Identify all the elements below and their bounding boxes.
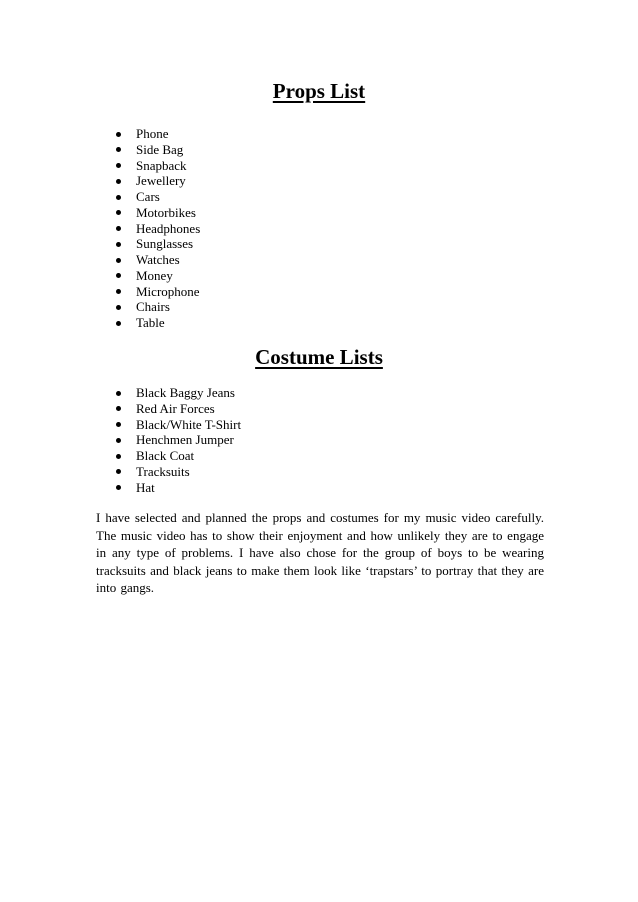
costume-item-label: Black Baggy Jeans bbox=[136, 385, 235, 400]
bullet-icon bbox=[116, 422, 121, 427]
bullet-icon bbox=[116, 321, 121, 326]
costume-item-label: Black Coat bbox=[136, 448, 195, 463]
explanation-paragraph: I have selected and planned the props and costumes for my music video carefully. The music video has to show their enjoyment and how unlikely they are to engage in any type of problems. I have also chose for the group of boys to be wearing tracksuits and black jeans to make them look like ‘trapstars’ to portray that they are into gangs. bbox=[96, 510, 544, 595]
bullet-icon bbox=[116, 195, 121, 200]
props-item-label: Motorbikes bbox=[136, 204, 196, 220]
props-item-label: Chairs bbox=[136, 299, 170, 315]
list-item bbox=[0, 173, 200, 189]
props-item-label: Table bbox=[136, 315, 165, 330]
props-item-label: Money bbox=[136, 267, 173, 283]
list-item bbox=[0, 385, 241, 401]
costume-lists-heading: Costume Lists bbox=[255, 345, 383, 369]
bullet-icon bbox=[116, 406, 121, 411]
bullet-icon bbox=[116, 438, 121, 443]
costume-item-label: Tracksuits bbox=[136, 463, 190, 479]
costume-item-label: Hat bbox=[136, 479, 155, 495]
bullet-icon bbox=[116, 305, 121, 310]
list-item bbox=[0, 480, 241, 496]
props-item-label: Cars bbox=[136, 189, 160, 204]
list-item bbox=[0, 268, 200, 284]
list-item bbox=[0, 401, 241, 417]
list-item bbox=[0, 126, 200, 142]
list-item bbox=[0, 284, 200, 300]
bullet-icon bbox=[116, 163, 121, 168]
list-item bbox=[0, 417, 241, 433]
costume-item-label: Red Air Forces bbox=[136, 400, 215, 416]
list-item bbox=[0, 315, 200, 331]
list-item bbox=[0, 158, 200, 174]
bullet-icon bbox=[116, 454, 121, 459]
list-item bbox=[0, 221, 200, 237]
props-item-label: Sunglasses bbox=[136, 236, 194, 252]
props-item-label: Headphones bbox=[136, 220, 201, 236]
list-item bbox=[0, 448, 241, 464]
bullet-icon bbox=[116, 391, 121, 396]
props-item-label: Jewellery bbox=[136, 173, 186, 189]
list-item bbox=[0, 236, 200, 252]
bullet-icon bbox=[116, 258, 121, 263]
bullet-icon bbox=[116, 132, 121, 137]
props-item-label: Snapback bbox=[136, 157, 187, 173]
list-item bbox=[0, 464, 241, 480]
props-list bbox=[0, 126, 200, 331]
costume-item-label: Henchmen Jumper bbox=[136, 432, 234, 448]
list-item bbox=[0, 299, 200, 315]
costume-item-label: Black/White T-Shirt bbox=[136, 416, 242, 432]
props-item-label: Watches bbox=[136, 252, 180, 267]
props-item-label: Microphone bbox=[136, 283, 200, 299]
list-item bbox=[0, 252, 200, 268]
bullet-icon bbox=[116, 289, 121, 294]
bullet-icon bbox=[116, 242, 121, 247]
props-item-label: Phone bbox=[136, 126, 169, 141]
list-item bbox=[0, 205, 200, 221]
list-item bbox=[0, 432, 241, 448]
props-item-label: Side Bag bbox=[136, 141, 184, 157]
bullet-icon bbox=[116, 469, 121, 474]
bullet-icon bbox=[116, 485, 121, 490]
bullet-icon bbox=[116, 210, 121, 215]
bullet-icon bbox=[116, 273, 121, 278]
bullet-icon bbox=[116, 226, 121, 231]
bullet-icon bbox=[116, 147, 121, 152]
bullet-icon bbox=[116, 179, 121, 184]
props-list-heading: Props List bbox=[272, 79, 366, 103]
list-item bbox=[0, 142, 200, 158]
costume-list bbox=[0, 385, 241, 495]
list-item bbox=[0, 189, 200, 205]
